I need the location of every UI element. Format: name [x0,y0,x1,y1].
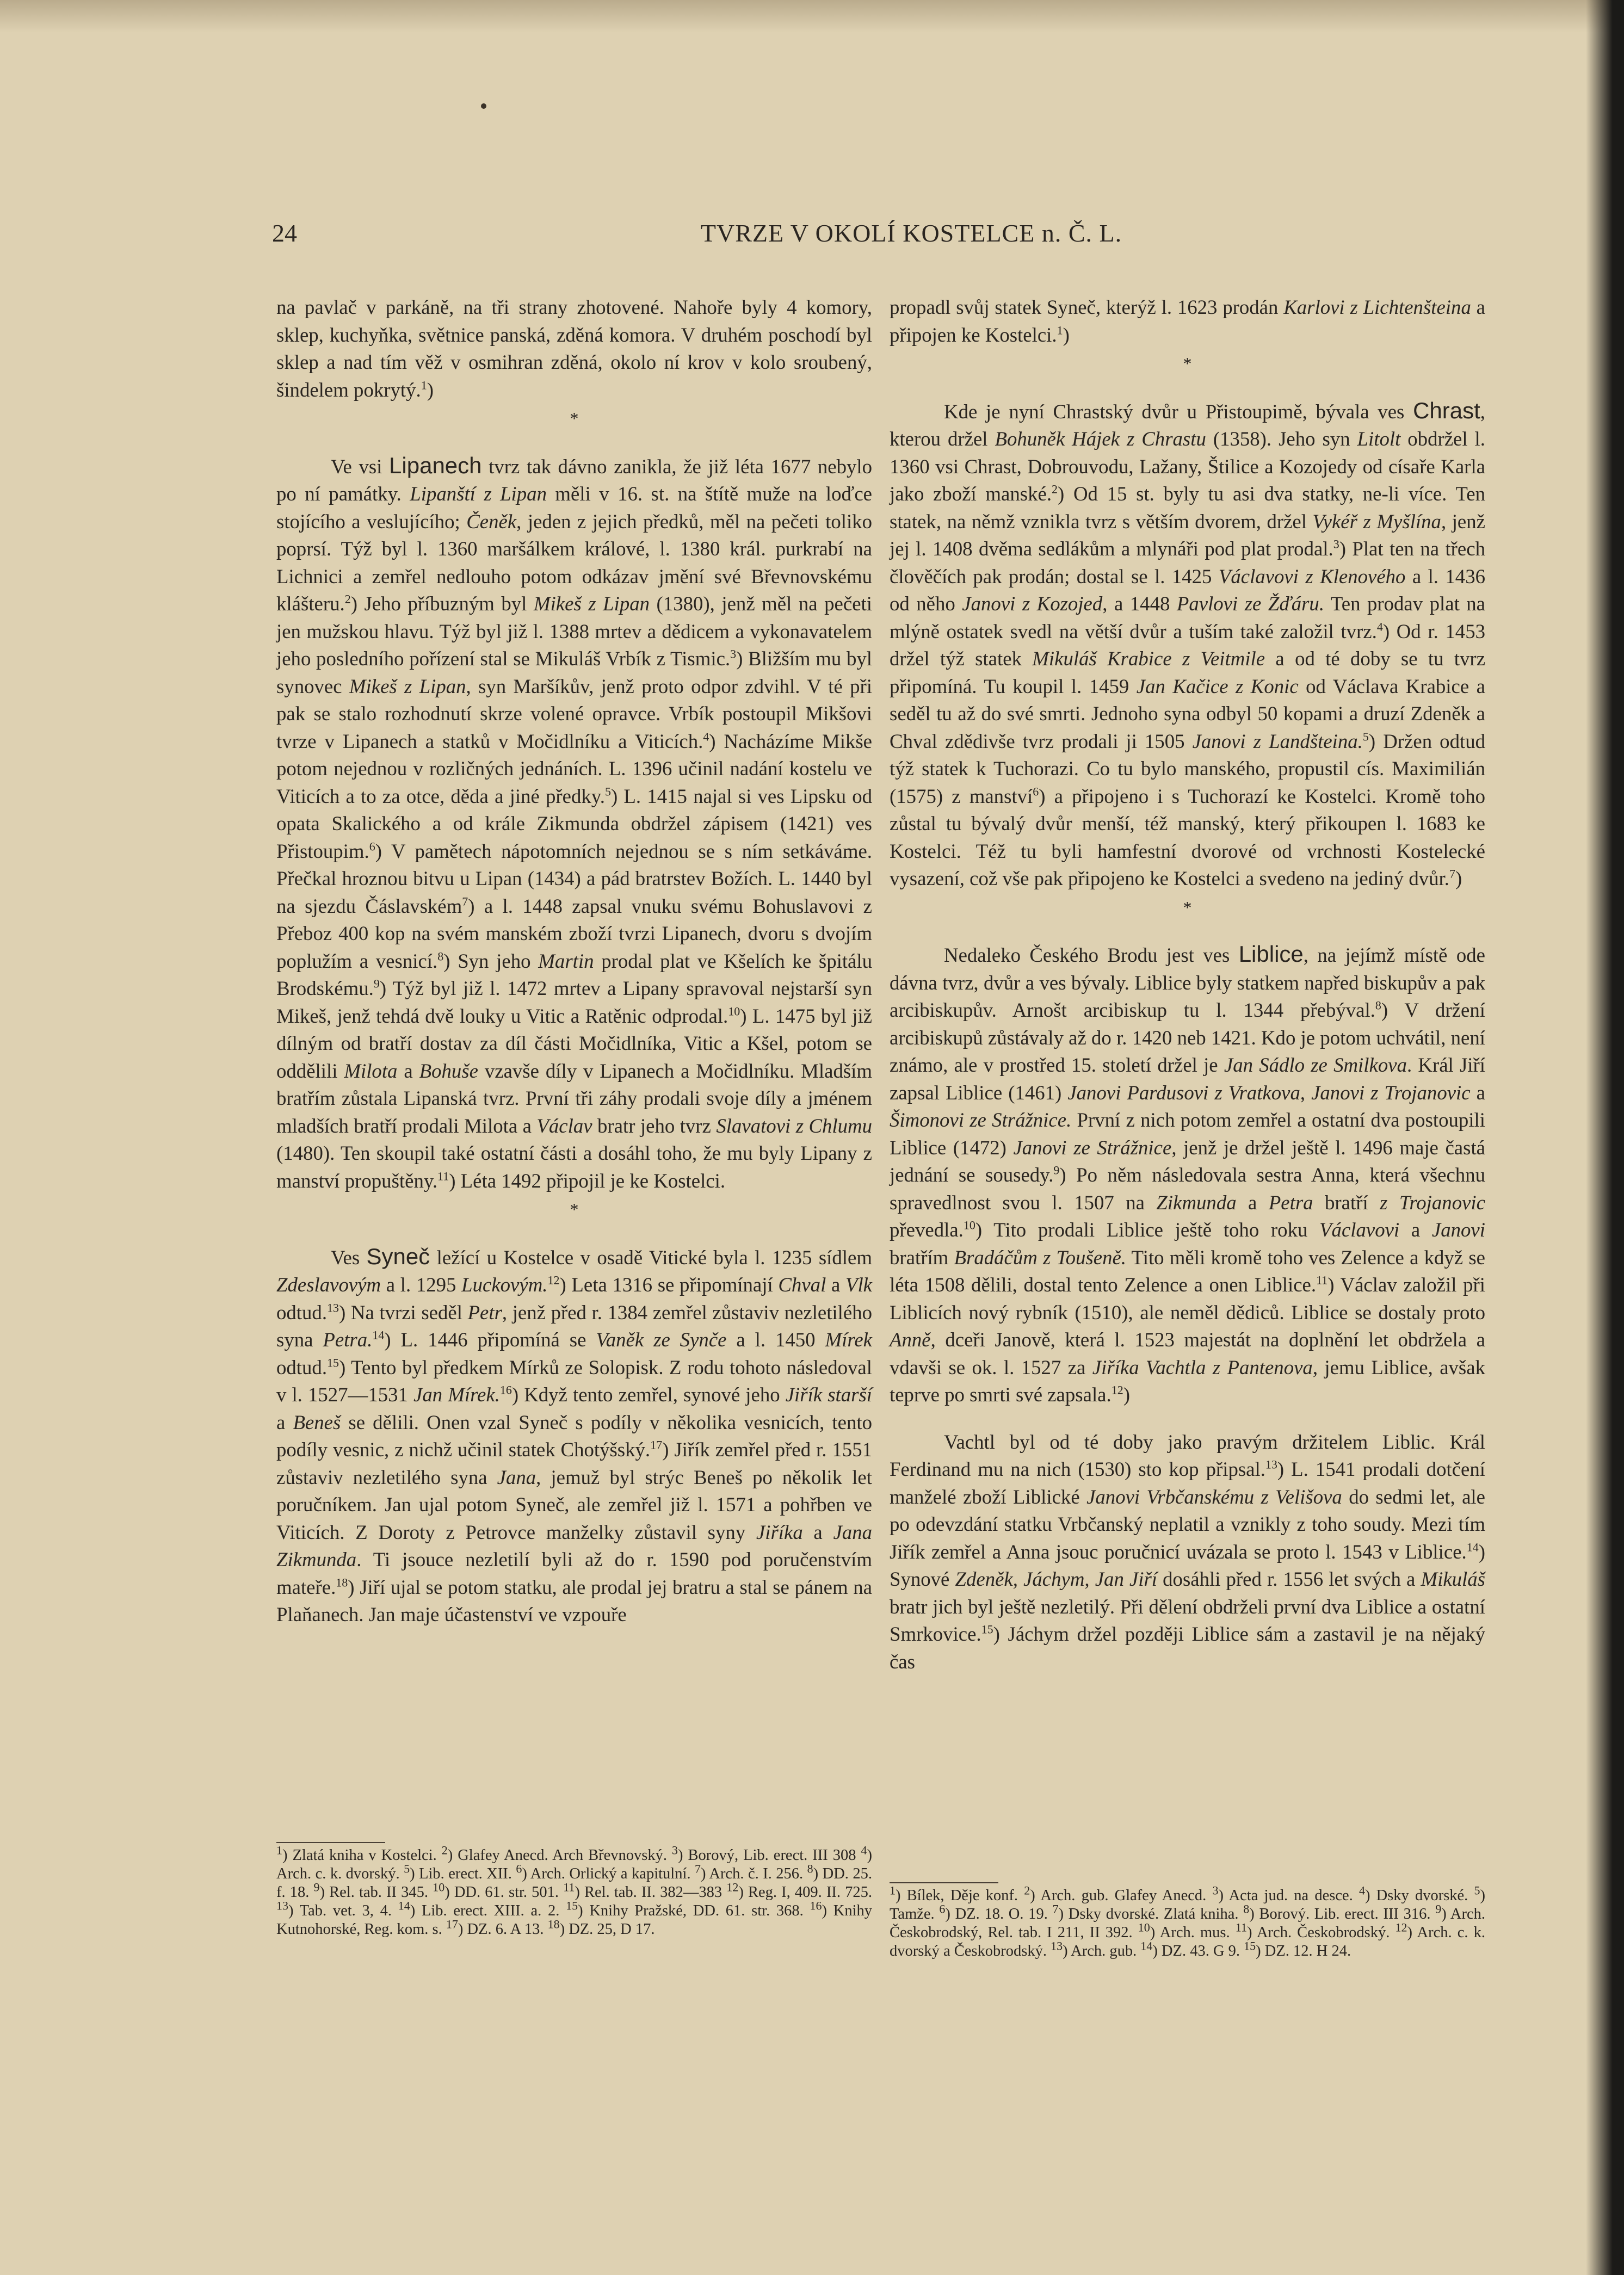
italic-name: Luckovým. [461,1273,548,1296]
footnote-text [890,1883,1485,1961]
paragraph-lipany [276,452,872,1195]
italic-name: Chval [778,1273,826,1296]
text-run: ) L. 1475 byl již dílným od bratří dostav za díl části Močidlníka, Vitic a Kšel, potom se oddělili [276,1004,873,1082]
text-run: odtud. [276,1301,328,1324]
text-run: vzavše díly v Lipanech a Močidlníku. Mladším bratřím zůstala Lipanská tvrz. První tři záhy prodali svoje díly a jménem mladších bratří prodali Milota a [276,1059,873,1137]
footnote-ref: 14 [372,1328,385,1342]
footnote-ref: 3 [730,647,737,661]
text-run: ) Synové [890,1540,1485,1590]
footnote-ref: 2 [1052,482,1058,496]
footnote-ref: 9 [1053,1163,1060,1177]
text-run: ) Tamže. [890,1887,1485,1922]
footnote-ref: 17 [650,1438,663,1452]
text-run: ) Arch. Českobrodský, Rel. tab. I 211, II 392. [890,1906,1485,1941]
text-run: ) Acta jud. na desce. [1218,1887,1359,1904]
italic-name: Petra [1268,1191,1313,1214]
text-run: ) Když tento zemřel, synové jeho [511,1383,786,1406]
text-run: Ves [331,1246,367,1269]
italic-name: Zikmunda [1156,1191,1237,1214]
italic-name: Jana Zikmunda [276,1520,872,1571]
footnote-ref: 3 [671,1843,678,1857]
text-run: ) Arch. č. I. 256. [700,1865,807,1882]
text-run: ) Borový, Lib. erect. III 308 [677,1847,861,1864]
text-run: ) DZ. 18. O. 19. [945,1906,1053,1922]
italic-name: Jana [497,1466,536,1488]
text-run: , dceři Janově, která l. 1523 majestát na doplnění let obdržela a vdavši se ok. l. 1527 za [890,1328,1485,1378]
text-run: ) [427,378,434,401]
text-run: ) Borový. Lib. erect. III 316. [1249,1906,1436,1922]
place-name: Chrast [1413,397,1480,423]
text-run: se dělili. Onen vzal Syneč s podíly v několika vesnicích, tento podíly vesnic, z nichž učinil statek Chotýšský. [276,1411,872,1461]
text-run: ) Arch. c. k. dvorský. [276,1847,872,1882]
text-run: ) Reg. I, 409. II. 725. [738,1884,872,1901]
footnote-ref: 6 [1033,784,1039,799]
print-speck [481,103,486,109]
text-run: od Václava Krabice a seděl tu až do své smrti. Jednoho syna odbyl 50 kopami a druzí Zdeněk a Chval zdědivše tvrz prodali ji 1505 [890,675,1485,752]
text-run: , jenž před r. 1384 zemřel zůstaviv nezletilého syna [276,1301,873,1351]
text-run: (1358). Jeho syn [1206,428,1357,450]
text-run: do sedmi let, ale po odevzdání statku Vrbčanský neplatil a vznikly z toho soudy. Mezi tím Jiřík zemřel a Anna jsouc poručnicí uvázala se proto l. 1543 v Liblice. [890,1485,1485,1563]
footnotes-right [890,1882,1485,1961]
text-run: Tito měli kromě toho ves Zelence a když se léta 1508 dělili, dostal tento Zelence a onen Liblice. [890,1246,1485,1296]
footnote-ref: 11 [1235,1920,1247,1934]
text-run: ) Knihy Pražské, DD. 61. str. 368. [578,1902,810,1919]
text-run: ) Zlatá kniha v Kostelci. [282,1847,442,1864]
footnote-ref: 4 [1376,620,1383,634]
text-run: měli v 16. st. na štítě muže na loďce stojícího a veslujícího; [276,483,872,533]
italic-name: Petra. [323,1328,373,1351]
text-run: Ve vsi [331,455,390,478]
footnote-ref: 16 [810,1899,822,1913]
text-run: Nedaleko Českého Brodu jest ves [944,944,1239,966]
text-run: ) Jeho příbuzným byl [350,592,534,615]
footnote-ref: 9 [313,1880,320,1894]
text-run: bratří [1313,1191,1380,1214]
text-run: a [1470,1081,1485,1104]
footnote-ref: 12 [1111,1383,1123,1397]
text-run: ) [1455,867,1462,889]
paragraph-synec-end [890,294,1485,349]
footnote-ref: 3 [1212,1883,1219,1897]
italic-name: Bohuněk Hájek z Chrastu [995,428,1206,450]
text-run: ) Bílek, Děje konf. [896,1887,1024,1904]
paragraph-liblice [890,941,1485,1409]
text-run: ) [1063,323,1070,346]
italic-name: Jiřík starší [785,1383,873,1406]
place-name: Lipanech [389,452,482,478]
footnote-ref: 7 [694,1862,701,1876]
text-run: ) Glafey Anecd. Arch Břevnovský. [447,1847,672,1864]
text-run: , na jejímž místě ode dávna tvrz, dvůr a ves bývaly. Liblice byly statkem napřed biskupův a pak arcibiskupův. Arnošt arcibiskup tu l. 1344 přebýval. [890,944,1485,1021]
footnote-ref: 9 [1435,1902,1442,1916]
italic-name: Václavovi [1319,1219,1400,1241]
text-run: ) Rel. tab. II 345. [319,1884,433,1901]
italic-name: Jan Sádlo ze Smilkova [1224,1054,1407,1076]
text-run: Kde je nyní Chrastský dvůr u Přistoupimě, bývala ves [944,400,1413,423]
italic-name: Mikuláš [1421,1568,1486,1590]
footnote-ref: 6 [516,1862,522,1876]
footnote-ref: 16 [499,1383,512,1397]
text-run: Ten prodav plat na mlýně ostatek svedl na větší dvůr a tuším také založil tvrz. [890,592,1486,642]
italic-name: Václav [536,1114,592,1137]
italic-name: Jan Kačice z Konic [1136,675,1299,697]
paragraph-castle-description [276,294,872,404]
running-title: TVRZE V OKOLÍ KOSTELCE n. Č. L. [700,219,1122,247]
text-run: ) Arch. Orlický a kapitulní. [522,1865,695,1882]
footnote-ref: 12 [547,1273,560,1287]
left-column [276,294,872,1629]
italic-name: Beneš [293,1411,341,1433]
text-run: , kterou držel [890,400,1485,450]
footnote-ref: 13 [1051,1939,1063,1953]
italic-name: Zdeněk, Jáchym, Jan Jiří [955,1568,1158,1590]
italic-name: Pavlovi ze Žďáru. [1176,592,1325,615]
footnote-ref: 5 [1474,1883,1480,1897]
text-run: ) Knihy Kutnohorské, Reg. kom. s. [276,1902,872,1938]
paragraph-chrast [890,397,1485,893]
text-run: , jemuž byl strýc Beneš po několik let poručníkem. Jan ujal potom Syneč, ale zemřel již l. 1571 a pohřben ve Viticích. Z Doroty z Petrovce manželky zůstavil syny [276,1466,872,1543]
footnote-ref: 14 [398,1899,410,1913]
text-run: ) a připojeno i s Tuchorazí ke Kostelci. Kromě toho zůstal tu bývalý dvůr menší, též manský, který přikoupen l. 1683 ke Kostelci. Též tu byli hamfestní dvorové od vrchnosti Kostelecké vysazení, což vše pak připojeno ke Kostelci a svedeno na jediný dvůr. [890,784,1485,889]
footnote-ref: 1 [890,1883,896,1897]
footnote-rule [276,1842,385,1843]
text-run: První z nich potom zemřel a ostatní dva postoupili Liblice (1472) [890,1109,1485,1159]
text-run: tvrz tak dávno zanikla, že již léta 1677 nebylo po ní památky. [276,455,872,505]
text-run: převedla. [890,1219,964,1241]
italic-name: Martin [538,949,594,972]
footnote-ref: 5 [604,784,611,799]
text-run: bratřím [890,1246,954,1269]
footnote-ref: 11 [1316,1273,1328,1287]
italic-name: Vykéř z Myšlína [1312,510,1441,533]
text-run: . Ti jsouce nezletilí byli až do r. 1590 pod poručenstvím mateře. [276,1548,872,1598]
page-header [272,219,1551,257]
text-run: , jeden z jejich předků, měl na pečeti toliko poprsí. Týž byl l. 1360 maršálkem králové, l. 1380 král. purkrabí na Lichnici a zemřel nedlouho potom odkázav jmění své Břevnovskému klášteru. [276,510,872,615]
italic-name: Vaněk ze Synče [596,1328,727,1351]
text-run: ) DD. 25. f. 18. [276,1865,872,1901]
text-run: ) DZ. 25, D 17. [559,1921,655,1938]
footnote-text [276,1843,872,1939]
page-number: 24 [272,219,297,247]
footnote-ref: 11 [437,1169,449,1183]
text-run: ) Tento byl předkem Mírků ze Solopisk. Z rodu tohoto následoval v l. 1527—1531 [276,1356,872,1406]
footnote-ref: 13 [1265,1457,1277,1472]
footnote-ref: 14 [1140,1939,1153,1953]
footnote-ref: 15 [327,1356,339,1370]
text-run: a [802,1520,833,1543]
text-run: odtud. [276,1356,328,1378]
text-run: ) Po něm následovala sestra Anna, která všechnu spravedlnost svou l. 1507 na [890,1164,1485,1214]
text-run: ) Jiří ujal se potom statku, ale prodal jej bratru a stal se pánem na Plaňanech. Jan maje účastenství ve vzpouře [276,1575,872,1625]
text-run: ) Na tvrzi seděl [339,1301,468,1324]
footnote-ref: 3 [1333,537,1339,551]
text-run: , [1300,1081,1312,1104]
text-run: ) Dsky dvorské. [1364,1887,1474,1904]
italic-name: Mikuláš Krabice z Veitmile [1032,647,1265,670]
italic-name: Anně [890,1328,931,1351]
text-run: a [1399,1219,1432,1241]
italic-name: Janovi [1431,1219,1485,1241]
italic-name: z Trojanovic [1380,1191,1485,1214]
footnote-ref: 13 [327,1301,339,1315]
text-run: a l. 1436 od něho [890,565,1485,615]
text-run: ) DD. 61. str. 501. [444,1884,564,1901]
italic-name: Janovi ze Strážnice [1013,1136,1172,1159]
text-run: Vachtl byl od té doby jako pravým držitelem Liblic. Král Ferdinand mu na nich (1530) sto kop připsal. [890,1430,1485,1480]
footnote-ref: 4 [1359,1883,1365,1897]
italic-name: Litolt [1357,428,1401,450]
footnote-ref: 4 [861,1843,867,1857]
italic-name: Lipanští z Lipan [410,483,547,505]
italic-name: Janovi z Landšteina. [1192,730,1363,752]
text-run: ) Arch. gub. [1063,1943,1141,1959]
text-run: obdržel l. 1360 vsi Chrast, Dobrouvodu, Lažany, Štilice a Kozojedy od císaře Karla jako zboží manské. [890,428,1485,505]
italic-name: Zdeslavovým [276,1273,381,1296]
text-run: ) Jáchym držel později Liblice sám a zastavil je na nějaký čas [890,1623,1485,1673]
text-run: ) L. 1541 prodali dotčení manželé zboží Liblické [890,1458,1485,1508]
footnote-ref: 8 [1243,1902,1250,1916]
text-run: ) L. 1415 najal si ves Lipsku od opata Skalického a od krále Zikmunda obdržel zápisem (1421) ves Přistoupim. [276,784,872,862]
text-run: bratr jeho tvrz [592,1114,717,1137]
footnote-ref: 18 [547,1917,560,1931]
page-edge-shadow [1586,0,1624,2275]
text-run: ) Týž byl již l. 1472 mrtev a Lipany spravoval nejstarší syn Mikeš, jenž tehdá dvě louky u Vitic a Ratěnic odprodal. [276,977,872,1027]
footnote-ref: 2 [1024,1883,1030,1897]
text-run: ) Arch. gub. Glafey Anecd. [1030,1887,1213,1904]
footnote-ref: 8 [807,1862,813,1876]
text-run: (1380), jenž měl na pečeti jen mužskou hlavu. Týž byl již l. 1388 mrtev a dědicem a vykonavatelem jeho posledního pořízení stal se Mikuláš Vrbík z Tismic. [276,592,872,670]
footnote-ref: 14 [1466,1540,1479,1554]
italic-name: Milota [344,1059,398,1082]
italic-name: Petr [467,1301,502,1324]
footnote-ref: 15 [981,1622,993,1636]
italic-name: Mikeš z Lipan [533,592,650,615]
text-run: ) Tab. vet. 3, 4. [288,1902,398,1919]
text-run: ) Jiřík zemřel před r. 1551 zůstaviv nezletilého syna [276,1438,872,1488]
text-run: . Král Jiří zapsal Liblice (1461) [890,1054,1485,1104]
paragraph-synec [276,1243,872,1629]
text-run: a [1236,1191,1269,1214]
text-run: ) Léta 1492 připojil je ke Kostelci. [449,1169,726,1192]
text-run: , jenž je držel ještě l. 1496 maje častá jednání se sousedy. [890,1136,1485,1186]
footnote-ref: 10 [433,1880,445,1894]
footnote-ref: 15 [1244,1939,1256,1953]
footnote-ref: 8 [1375,998,1381,1012]
footnote-rule [890,1882,998,1883]
footnote-ref: 18 [336,1575,348,1590]
italic-name: Mírek [825,1328,872,1351]
italic-name: Slavatovi z Chlumu [716,1114,872,1137]
footnote-ref: 6 [369,839,375,854]
footnote-ref: 9 [373,976,380,991]
text-run: a l. 1295 [381,1273,462,1296]
footnote-ref: 17 [446,1917,458,1931]
page-top-shading [0,0,1624,33]
text-run: ) DZ. 12. H 24. [1256,1943,1351,1959]
text-run: ) a l. 1448 zapsal vnuku svému Bohuslavovi z Přeboz 400 kop na svém manském zboží tvrzi Lipanech, dvoru s dvojím poplužím a vesnicí. [276,894,872,972]
text-run: bratr jich byl ještě nezletilý. Při dělení obdrželi první dva Liblice a ostatní Smrkovice. [890,1595,1485,1645]
paragraph-vachtl [890,1429,1485,1676]
text-run: , jemu Liblice, avšak teprve po smrti své zapsala. [890,1356,1485,1406]
text-run: (1480). Ten skoupil také ostatní části a dosáhl toho, že mu byly Lipany z manství propuštěny. [276,1142,872,1192]
italic-name: Janovi z Kozojed [962,592,1103,615]
italic-name: Václavovi z Klenového [1218,565,1406,588]
footnote-ref: 2 [344,592,351,606]
footnote-ref: 15 [566,1899,578,1913]
text-run: ) [1123,1383,1130,1406]
text-run: ) Od r. 1453 držel týž statek [890,620,1486,670]
text-run: a l. 1450 [726,1328,825,1351]
text-run: ) Lib. erect. XIII. a. 2. [410,1902,566,1919]
text-run: ) DZ. 43. G 9. [1152,1943,1244,1959]
text-run: ) Tito prodali Liblice ještě toho roku [975,1219,1320,1241]
footnote-ref: 10 [963,1218,975,1232]
footnotes-left [276,1842,872,1939]
text-run: , a 1448 [1102,592,1177,615]
text-run: ) V pamětech nápotomních nejednou se s ním setkáváme. Přečkal hroznou bitvu u Lipan (1434) a pád bratrstev Božích. L. 1440 byl na sjezdu Čáslavském [276,839,872,917]
text-run: prodal plat ve Kšelích ke špitálu Brodskému. [276,949,872,999]
italic-name: Jiříka Vachtla z Pantenova [1092,1356,1313,1378]
italic-name: Vlk [845,1273,873,1296]
italic-name: Jan Mírek. [413,1383,500,1406]
italic-name: Jiříka [756,1520,803,1543]
text-run: ) Václav založil při Liblicích nový rybník (1510), ale neměl dědiců. Liblice se dostaly proto [890,1273,1485,1324]
text-run: ) Nacházíme Mikše potom nejednou v rozličných jednáních. L. 1396 učinil nadání kostelu ve Viticích a to za otce, děda a jiné předky. [276,730,873,807]
section-separator: * [1183,897,1192,917]
text-run: a [826,1273,845,1296]
text-run: ) Arch. c. k. dvorský a Českobrodský. [890,1924,1485,1959]
text-run: a [397,1059,419,1082]
footnote-ref: 1 [276,1843,282,1857]
footnote-ref: 5 [404,1862,410,1876]
footnote-ref: 6 [939,1902,946,1916]
text-run: propadl svůj statek Syneč, kterýž l. 1623 prodán [890,296,1284,318]
text-run: ) Lib. erect. XII. [410,1865,516,1882]
footnote-ref: 4 [703,730,709,744]
footnote-ref: 12 [726,1880,739,1894]
italic-name: Bohuše [419,1059,478,1082]
section-separator: * [1183,354,1192,373]
text-run: a [276,1411,293,1433]
italic-name: Čeněk [466,510,517,533]
text-run: , jenž jej l. 1408 dvěma sedlákům a mlynáři pod plat prodal. [890,510,1485,560]
place-name: Syneč [366,1243,430,1269]
footnote-ref: 10 [728,1004,740,1018]
text-run: ) Dsky dvorské. Zlatá kniha. [1058,1906,1244,1922]
text-run: ) Leta 1316 se připomínají [559,1273,779,1296]
text-run: ) Arch. Českobrodský. [1246,1924,1395,1941]
section-separator: * [570,1200,579,1219]
text-run: ) L. 1446 připomíná se [384,1328,596,1351]
footnote-ref: 7 [1052,1902,1059,1916]
text-run: ) Od 15 st. byly tu asi dva statky, ne-li více. Ten statek, na němž vznikla tvrz s větším dvorem, držel [890,483,1485,533]
italic-name: Janovi z Trojanovic [1311,1081,1471,1104]
italic-name: Šimonovi ze Strážnice. [890,1109,1072,1131]
italic-name: Karlovi z Lichtenšteina [1283,296,1471,318]
text-run: a připojen ke Kostelci. [890,296,1485,346]
section-separator: * [570,409,579,428]
footnote-ref: 11 [563,1880,575,1894]
footnote-ref: 12 [1395,1920,1407,1934]
text-run: ) Syn jeho [443,949,539,972]
text-run: ) Plat ten na třech člověčích pak prodán; dostal se l. 1425 [890,537,1485,588]
italic-name: Mikeš z Lipan [349,675,466,697]
footnote-ref: 7 [462,894,468,908]
footnote-ref: 1 [421,378,427,392]
text-run: dosáhli před r. 1556 let svých a [1157,1568,1421,1590]
text-run: , syn Maršíkův, jenž proto odpor zdvihl. V té při pak se stalo rozhodnutí skrze volené opravce. Vrbík postoupil Mikšovi tvrze v Lipanech a statků v Močidlníku a Viticích. [276,675,872,752]
text-run: ) V držení arcibiskupů zůstávaly až do r. 1420 neb 1421. Kdo je potom uchvátil, není známo, ale v prostřed 15. století držel je [890,999,1485,1076]
footnote-ref: 10 [1138,1920,1150,1934]
footnote-ref: 2 [441,1843,448,1857]
italic-name: Janovi Vrbčanskému z Velišova [1086,1485,1342,1508]
text-run: ) Držen odtud týž statek k Tuchorazi. Co tu bylo manského, propustil cís. Maximilián (1575) z manství [890,730,1485,807]
text-run: a od té doby se tu tvrz připomíná. Tu koupil l. 1459 [890,647,1486,697]
place-name: Liblice [1238,941,1304,967]
text-run: na pavlač v parkáně, na tři strany zhotovené. Nahoře byly 4 komory, sklep, kuchyňka, světnice panská, zděná komora. V druhém poschodí byl sklep a nad tím věž v osmihran zděná, okolo ní krov v kolo sroubený, šindelem pokrytý. [276,296,872,401]
text-run: ) Arch. mus. [1150,1924,1236,1941]
text-run: ) Bližším mu byl synovec [276,647,872,697]
footnote-ref: 1 [1057,323,1063,337]
italic-name: Janovi Pardusovi z Vratkova [1067,1081,1300,1104]
text-run: ležící u Kostelce v osadě Vitické byla l. 1235 sídlem [430,1246,872,1269]
footnote-ref: 8 [437,949,444,963]
text-run: ) DZ. 6. A 13. [458,1921,548,1938]
italic-name: Bradáčům z Toušeně. [954,1246,1126,1269]
footnote-ref: 7 [1449,867,1455,881]
right-column [890,294,1485,1676]
footnote-ref: 5 [1362,730,1369,744]
text-run: ) Rel. tab. II. 382—383 [575,1884,727,1901]
footnote-ref: 13 [276,1899,288,1913]
